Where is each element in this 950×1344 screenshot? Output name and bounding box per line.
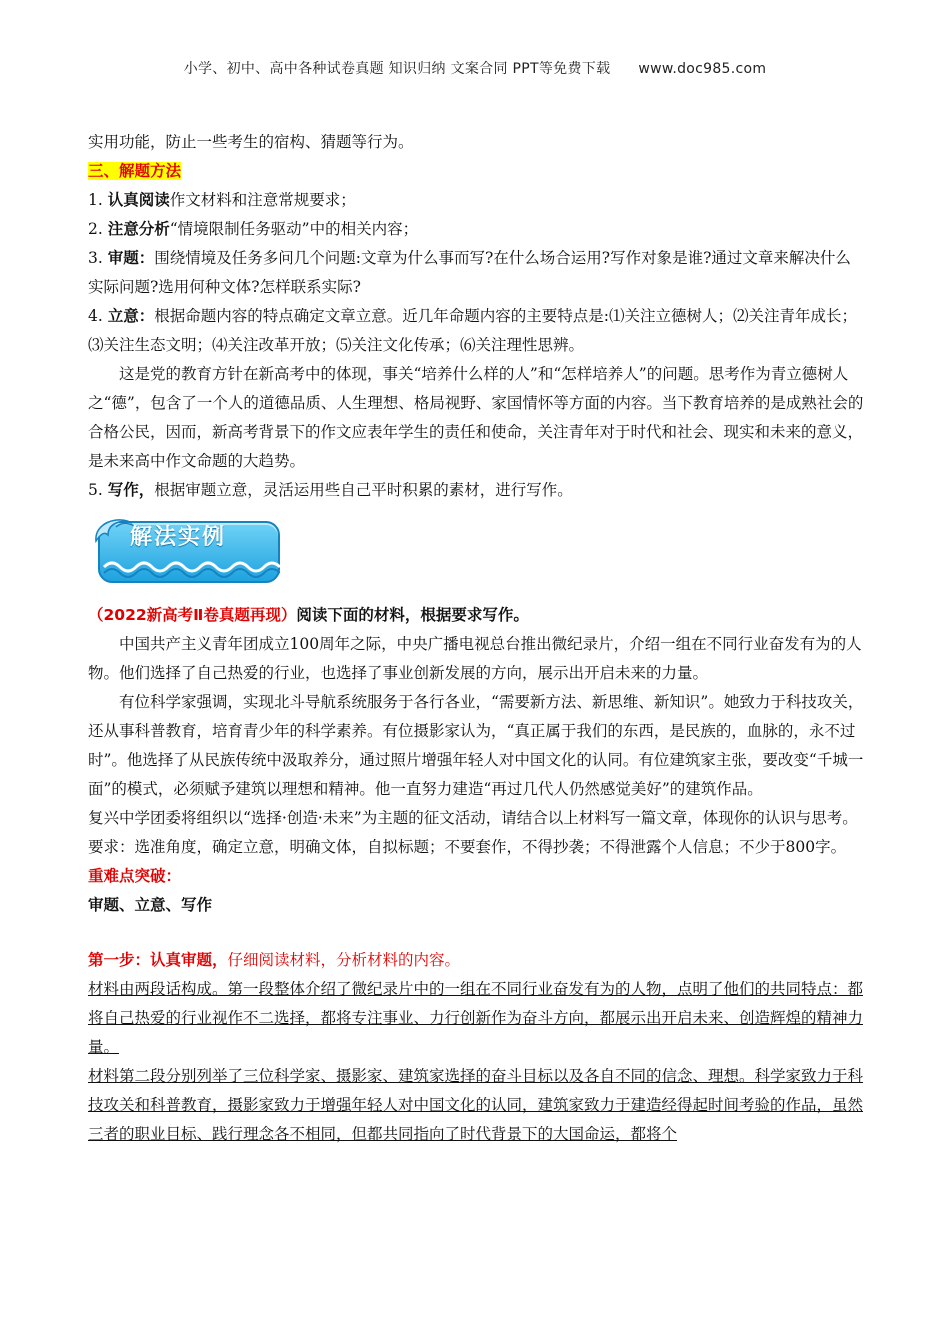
method-keyword: 写作，	[107, 481, 155, 499]
example-instruction: 阅读下面的材料，根据要求写作。	[296, 606, 529, 624]
method-item-4	[88, 302, 866, 360]
step1-analysis-1: 材料由两段话构成。第一段整体介绍了微纪录片中的一组在不同行业奋发有为的人物，点明了他们的共同特点：都将自己热爱的行业视作不二选择，都将专注事业、力行创新作为奋斗方向，都展示出开启未来、创造辉煌的精神力量。	[88, 980, 864, 1056]
page-header	[0, 58, 950, 78]
method-item-2	[88, 215, 866, 244]
method-text: 根据命题内容的特点确定文章立意。近几年命题内容的主要特点是:⑴关注立德树人；⑵关注青年成长；⑶关注生态文明；⑷关注改革开放；⑸关注文化传承；⑹关注理性思辨。	[88, 307, 857, 354]
section-title	[88, 157, 866, 186]
method-keyword: 认真阅读	[107, 191, 170, 209]
method-num: 3.	[88, 249, 103, 267]
method-item-1	[88, 186, 866, 215]
step1-heading	[88, 946, 866, 975]
difficulty-title: 重难点突破：	[88, 867, 182, 885]
section3-title: 三、解题方法	[88, 162, 182, 180]
method-num: 1.	[88, 191, 103, 209]
example-requirement: 要求：选准角度，确定立意，明确文体，自拟标题；不要套作，不得抄袭；不得泄露个人信息；不少于800字。	[88, 838, 847, 856]
method-keyword: 注意分析	[107, 220, 170, 238]
header-site-link[interactable]: www.doc985.com	[638, 61, 767, 77]
difficulty-items: 审题、立意、写作	[88, 896, 213, 914]
spacer	[88, 920, 866, 946]
method-text: 根据审题立意，灵活运用些自己平时积累的素材，进行写作。	[154, 481, 573, 499]
difficulty-heading	[88, 862, 866, 891]
method-text: 围绕情境及任务多问几个问题:文章为什么事而写?在什么场合运用?写作对象是谁?通过文章来解决什么实际问题?选用何种文体?怎样联系实际?	[88, 249, 851, 296]
method-num: 4.	[88, 307, 103, 325]
wave-decoration-icon	[90, 553, 280, 587]
method-num: 5.	[88, 481, 103, 499]
step1-analysis-2: 材料第二段分别列举了三位科学家、摄影家、建筑家选择的奋斗目标以及各自不同的信念、理想。科学家致力于科技攻关和科普教育，摄影家致力于增强年轻人对中国文化的认同，建筑家致力于建造经得起时间考验的作品，虽然三者的职业目标、践行理念各不相同，但都共同指向了时代背景下的大国命运，都将个	[88, 1067, 864, 1143]
document-body	[88, 128, 866, 1149]
difficulty-line	[88, 891, 866, 920]
method-text: 作文材料和注意常规要求；	[169, 191, 356, 209]
step1-desc: 仔细阅读材料，分析材料的内容。	[227, 951, 461, 969]
method4-explanation: 这是党的教育方针在新高考中的体现，事关“培养什么样的人”和“怎样培养人”的问题。思考作为青立德树人之“德”，包含了一个人的道德品质、人生理想、格局视野、家国情怀等方面的内容。当下教育培养的是成熟社会的合格公民，因而，新高考背景下的作文应表年学生的责任和使命，关注青年对于时代和社会、现实和未来的意义，是未来高中作文命题的大趋势。	[88, 365, 864, 470]
example-source: （2022新高考Ⅱ卷真题再现）	[88, 606, 297, 624]
example-para-2: 有位科学家强调，实现北斗导航系统服务于各行各业，“需要新方法、新思维、新知识”。她致力于科技攻关，还从事科普教育，培育青少年的科学素养。有位摄影家认为，“真正属于我们的东西，是民族的，血脉的，永不过时”。他选择了从民族传统中汲取养分，通过照片增强年轻人对中国文化的认同。有位建筑家主张，要改变“千城一面”的模式，必须赋予建筑以理想和精神。他一直努力建造“再过几代人仍然感觉美好”的建筑作品。	[88, 693, 864, 798]
method-keyword: 审题：	[107, 249, 155, 267]
method-item-3	[88, 244, 866, 302]
method-keyword: 立意：	[107, 307, 155, 325]
example-badge	[88, 511, 866, 599]
method-num: 2.	[88, 220, 103, 238]
example-para-1: 中国共产主义青年团成立100周年之际，中央广播电视总台推出微纪录片，介绍一组在不同行业奋发有为的人物。他们选择了自己热爱的行业，也选择了事业创新发展的方向，展示出开启未来的力量。	[88, 635, 862, 682]
example-heading	[88, 601, 866, 630]
step1-title: 第一步：认真审题，	[88, 951, 228, 969]
badge-label: 解法实例	[130, 525, 227, 550]
method-text: “情境限制任务驱动”中的相关内容；	[169, 220, 419, 238]
intro-line: 实用功能，防止一些考生的宿构、猜题等行为。	[88, 133, 414, 151]
example-task: 复兴中学团委将组织以“选择·创造·未来”为主题的征文活动，请结合以上材料写一篇文章，体现你的认识与思考。	[88, 809, 858, 827]
method-item-5	[88, 476, 866, 505]
header-text: 小学、初中、高中各种试卷真题 知识归纳 文案合同 PPT等免费下载	[183, 61, 611, 77]
